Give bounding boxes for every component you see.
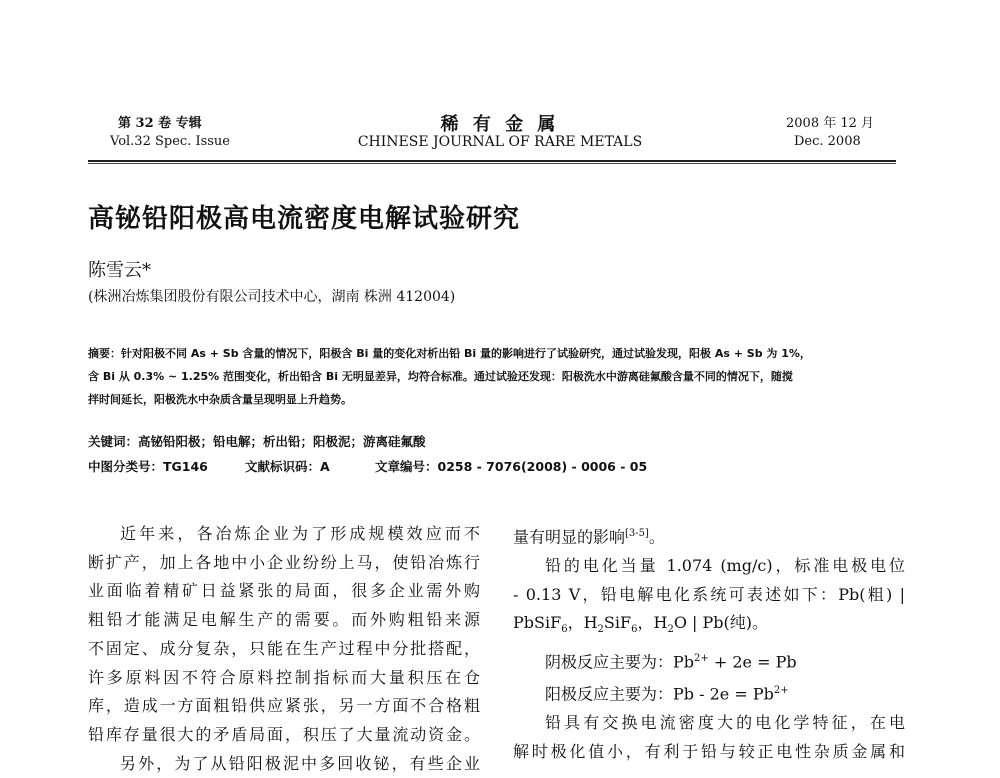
subscript: 2: [597, 624, 604, 636]
subscript: 2: [667, 624, 674, 636]
body-right-column: [513, 520, 905, 767]
citation-ref: [3-5]: [625, 528, 649, 539]
document-code: 文献标识码：A: [245, 459, 330, 474]
subscript: 6: [561, 624, 568, 636]
body-left-column: [88, 520, 480, 778]
header-rule: [88, 160, 896, 162]
text: ，H: [567, 613, 598, 633]
text: ，H: [637, 613, 668, 633]
body-line: 粗铅才能满足电解生产的需要。而外购粗铅来源: [88, 610, 480, 630]
author: 陈雪云*: [88, 260, 151, 281]
text: 阳极反应主要为：Pb - 2e = Pb: [545, 684, 774, 704]
text: 阴极反应主要为：Pb: [545, 652, 695, 672]
body-line: 铅的电化当量 1.074 (mg/c)，标准电极电位: [545, 556, 905, 576]
abstract-line: 拌时间延长，阳极洗水中杂质含量呈现明显上升趋势。: [88, 393, 352, 406]
article-number: 文章编号：0258 - 7076(2008) - 0006 - 05: [375, 459, 648, 474]
keywords: 关键词：高铋铅阳极；铅电解；析出铅；阳极泥；游离硅氟酸: [88, 434, 426, 449]
anode-reaction: [513, 677, 905, 709]
abstract-line: 含 Bi 从 0.3% ~ 1.25% 范围变化，析出铅含 Bi 无明显差异，均符合标准。通过试验还发现：阳极洗水中游离硅氟酸含量不同的情况下，随搅: [88, 370, 793, 383]
volume-en: Vol.32 Spec. Issue: [110, 134, 230, 149]
cathode-reaction: [513, 645, 905, 677]
text: 。: [648, 527, 665, 547]
body-line: 解时极化值小，有利于铅与较正电性杂质金属和: [513, 742, 905, 762]
body-line: 另外，为了从铅阳极泥中多回收铋，有些企业: [120, 753, 480, 773]
classification-number: 中图分类号：TG146: [88, 459, 208, 474]
text: PbSiF: [513, 613, 562, 633]
body-line: 库，造成一方面粗铅供应紧张，另一方面不合格粗: [88, 696, 480, 716]
text: SiF: [603, 613, 632, 633]
header-rule-thin: [88, 163, 896, 164]
body-line: 近年来，各冶炼企业为了形成规模效应而不: [120, 524, 480, 543]
body-line: 铅库存量很大的矛盾局面，积压了大量流动资金。: [88, 724, 480, 744]
journal-name-en: CHINESE JOURNAL OF RARE METALS: [357, 134, 643, 150]
affiliation: (株洲冶炼集团股份有限公司技术中心，湖南 株洲 412004): [88, 289, 456, 305]
body-line: [513, 520, 905, 552]
journal-name-cn: 稀 有 金 属: [440, 114, 560, 135]
article-title: 高铋铅阳极高电流密度电解试验研究: [88, 204, 521, 234]
text: 量有明显的影响: [513, 527, 626, 547]
abstract-line: 摘要：针对阳极不同 As + Sb 含量的情况下，阳极含 Bi 量的变化对析出铅 Bi 量的影响进行了试验研究，通过试验发现，阳极 As + Sb 为 1%，: [88, 347, 811, 360]
formula-line: [513, 609, 905, 645]
body-line: 铅具有交换电流密度大的电化学特征，在电: [545, 713, 905, 733]
body-line: 业面临着精矿日益紧张的局面，很多企业需外购: [88, 581, 480, 601]
subscript: 6: [631, 624, 638, 636]
date-en: Dec. 2008: [794, 134, 861, 149]
date-cn: 2008 年 12 月: [786, 116, 875, 131]
body-line: 不固定、成分复杂，只能在生产过程中分批搭配，: [88, 638, 480, 658]
body-line: 许多原料因不符合原料控制指标而大量积压在仓: [88, 667, 480, 687]
volume-cn: 第 32 卷 专辑: [118, 116, 202, 131]
text: + 2e = Pb: [708, 652, 797, 672]
superscript: 2+: [694, 653, 709, 665]
body-line: - 0.13 V，铅电解电化系统可表述如下：Pb(粗) |: [513, 584, 905, 604]
text: O | Pb(纯)。: [673, 613, 768, 633]
body-line: 断扩产，加上各地中小企业纷纷上马，使铅冶炼行: [88, 552, 480, 572]
superscript: 2+: [773, 685, 789, 697]
